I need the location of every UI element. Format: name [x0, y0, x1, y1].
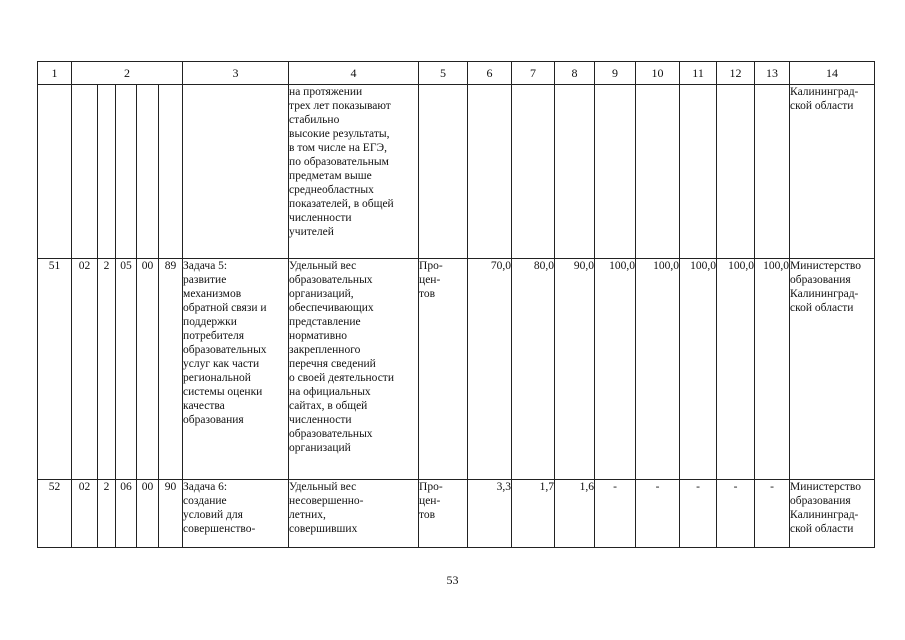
value-cell	[555, 85, 595, 259]
code-cell: 89	[159, 259, 183, 480]
header-cell: 14	[790, 62, 875, 85]
task-cell	[183, 85, 289, 259]
code-cell	[72, 85, 98, 259]
header-cell: 6	[468, 62, 512, 85]
header-cell: 13	[755, 62, 790, 85]
value-cell: -	[595, 480, 636, 548]
code-cell: 52	[38, 480, 72, 548]
header-cell: 12	[717, 62, 755, 85]
unit-cell	[419, 85, 468, 259]
task-cell: Задача 6: создание условий для совершенство-	[183, 480, 289, 548]
task-cell: Задача 5: развитие механизмов обратной связи и поддержки потребителя образовательных услуг как части региональной системы оценки качества образования	[183, 259, 289, 480]
code-cell: 2	[98, 259, 116, 480]
value-cell: 100,0	[595, 259, 636, 480]
table-row	[38, 480, 875, 548]
value-cell	[512, 85, 555, 259]
value-cell: 1,7	[512, 480, 555, 548]
value-cell: 1,6	[555, 480, 595, 548]
header-cell: 7	[512, 62, 555, 85]
responsible-cell: Калининград- ской области	[790, 85, 875, 259]
indicators-table	[37, 61, 875, 548]
code-cell: 2	[98, 480, 116, 548]
responsible-cell: Министерство образования Калининград- ской области	[790, 259, 875, 480]
value-cell: -	[717, 480, 755, 548]
table-row	[38, 259, 875, 480]
indicator-cell: на протяжении трех лет показывают стабильно высокие результаты, в том числе на ЕГЭ, по образовательным предметам выше среднеобластных показателей, в общей численности учителей	[289, 85, 419, 259]
value-cell: 100,0	[755, 259, 790, 480]
header-cell: 9	[595, 62, 636, 85]
code-cell	[137, 85, 159, 259]
unit-cell: Про- цен- тов	[419, 480, 468, 548]
header-cell: 4	[289, 62, 419, 85]
header-row	[38, 62, 875, 85]
value-cell	[755, 85, 790, 259]
table-row	[38, 85, 875, 259]
value-cell: -	[755, 480, 790, 548]
code-cell: 02	[72, 480, 98, 548]
value-cell: 70,0	[468, 259, 512, 480]
header-cell: 10	[636, 62, 680, 85]
value-cell: -	[680, 480, 717, 548]
page-number: 53	[446, 573, 459, 587]
code-cell: 51	[38, 259, 72, 480]
indicator-cell: Удельный вес несовершенно- летних, совершивших	[289, 480, 419, 548]
code-cell: 05	[116, 259, 137, 480]
code-cell	[38, 85, 72, 259]
unit-cell: Про- цен- тов	[419, 259, 468, 480]
code-cell: 00	[137, 259, 159, 480]
code-cell: 90	[159, 480, 183, 548]
code-cell: 06	[116, 480, 137, 548]
responsible-cell: Министерство образования Калининград- ской области	[790, 480, 875, 548]
value-cell	[636, 85, 680, 259]
value-cell: 3,3	[468, 480, 512, 548]
header-cell: 1	[38, 62, 72, 85]
header-cell: 2	[72, 62, 183, 85]
code-cell	[98, 85, 116, 259]
header-cell: 5	[419, 62, 468, 85]
code-cell	[159, 85, 183, 259]
value-cell: 100,0	[717, 259, 755, 480]
value-cell: 100,0	[680, 259, 717, 480]
header-cell: 8	[555, 62, 595, 85]
value-cell: -	[636, 480, 680, 548]
value-cell	[595, 85, 636, 259]
indicator-cell: Удельный вес образовательных организаций, обеспечивающих представление нормативно закрепленного перечня сведений о своей деятельности на официальных сайтах, в общей численности образовательных организаций	[289, 259, 419, 480]
code-cell	[116, 85, 137, 259]
header-cell: 3	[183, 62, 289, 85]
value-cell	[680, 85, 717, 259]
value-cell	[717, 85, 755, 259]
value-cell: 100,0	[636, 259, 680, 480]
value-cell	[468, 85, 512, 259]
header-cell: 11	[680, 62, 717, 85]
code-cell: 02	[72, 259, 98, 480]
code-cell: 00	[137, 480, 159, 548]
value-cell: 90,0	[555, 259, 595, 480]
value-cell: 80,0	[512, 259, 555, 480]
